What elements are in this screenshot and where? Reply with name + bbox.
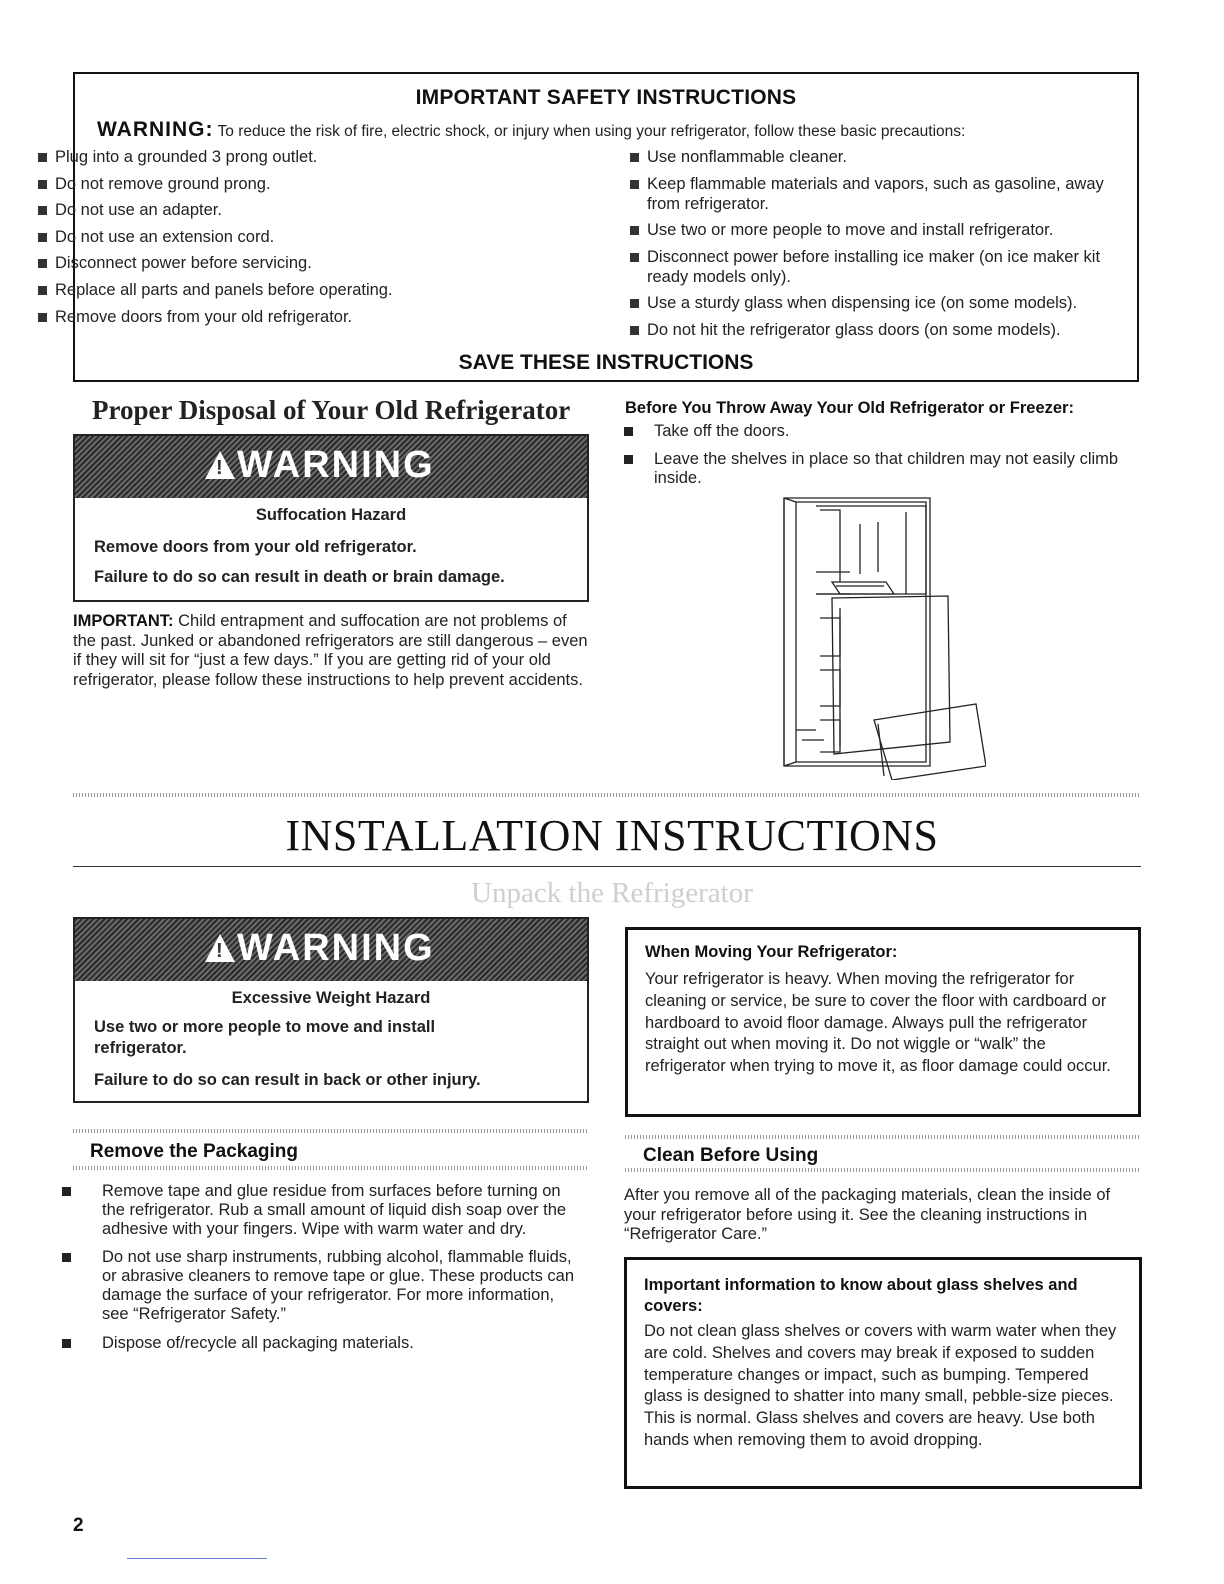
section-divider xyxy=(73,1129,589,1133)
hazard-instruction: Use two or more people to move and install refrigerator. xyxy=(94,1018,436,1057)
page-number: 2 xyxy=(73,1515,84,1536)
list-item: Take off the doors. xyxy=(624,422,1124,441)
list-item: Remove doors from your old refrigerator. xyxy=(37,307,537,327)
warning-text: To reduce the risk of fire, electric shock, or injury when using your refrigerator, follow these basic precautions: xyxy=(217,123,966,140)
hazard-title: Excessive Weight Hazard xyxy=(231,989,431,1007)
throw-away-list xyxy=(624,422,1124,497)
list-item: Do not remove ground prong. xyxy=(37,174,537,194)
clean-before-using-body: After you remove all of the packaging materials, clean the inside of your refrigerator before using it. See the cleaning instructions in “Refrigerator Care.” xyxy=(624,1186,1111,1243)
moving-heading: When Moving Your Refrigerator: xyxy=(645,943,898,961)
section-divider xyxy=(73,1166,589,1170)
safety-list-left xyxy=(37,147,537,333)
safety-list-right xyxy=(629,147,1119,347)
title-rule xyxy=(73,866,1141,867)
warning-banner-label: !WARNING xyxy=(205,444,435,487)
glass-shelves-box xyxy=(624,1257,1142,1489)
remove-packaging-heading: Remove the Packaging xyxy=(90,1141,299,1162)
list-item: Keep flammable materials and vapors, such as gasoline, away from refrigerator. xyxy=(629,174,1119,214)
list-item: Use a sturdy glass when dispensing ice (on some models). xyxy=(629,293,1119,313)
list-item: Do not use an extension cord. xyxy=(37,227,537,247)
list-item: Replace all parts and panels before operating. xyxy=(37,280,537,300)
footer-rule xyxy=(127,1558,267,1559)
warning-banner xyxy=(75,436,587,498)
packaging-list xyxy=(62,1182,582,1362)
installation-title: INSTALLATION INSTRUCTIONS xyxy=(285,811,939,860)
glass-body: Do not clean glass shelves or covers with warm water when they are cold. Shelves and covers may break if exposed to sudden temperature changes or impact, such as bumping. Tempered glass is designed to shatter into many small, pebble-size pieces. This is normal. Glass shelves and covers are heavy. Use both hands when removing them to avoid dropping. xyxy=(644,1322,1117,1449)
clean-before-using-heading: Clean Before Using xyxy=(643,1145,819,1166)
list-item: Use nonflammable cleaner. xyxy=(629,147,1119,167)
warning-banner xyxy=(75,919,587,981)
warning-banner-label: !WARNING xyxy=(205,927,435,970)
throw-away-heading: Before You Throw Away Your Old Refrigerator or Freezer: xyxy=(625,399,1074,417)
hazard-consequence: Failure to do so can result in back or other injury. xyxy=(94,1071,481,1089)
warning-triangle-icon xyxy=(205,934,235,962)
warning-label: WARNING: xyxy=(97,118,214,141)
list-item: Do not use an adapter. xyxy=(37,200,537,220)
save-instructions-title: SAVE THESE INSTRUCTIONS xyxy=(458,351,754,374)
warning-triangle-icon xyxy=(205,451,235,479)
list-item: Do not use sharp instruments, rubbing alcohol, flammable fluids, or abrasive cleaners to remove tape or glue. These products can damage the surface of your refrigerator. For more information, see “Refrigerator Safety.” xyxy=(62,1248,582,1323)
glass-heading: Important information to know about glass shelves and covers: xyxy=(644,1276,1078,1315)
hazard-instruction: Remove doors from your old refrigerator. xyxy=(94,538,417,556)
list-item: Do not hit the refrigerator glass doors (on some models). xyxy=(629,320,1119,340)
moving-body: Your refrigerator is heavy. When moving the refrigerator for cleaning or service, be sure to cover the floor with cardboard or hardboard to avoid floor damage. Always pull the refrigerator straight out when moving it. Do not wiggle or “walk” the refrigerator when trying to move it, as floor damage could occur. xyxy=(645,970,1111,1076)
important-label: IMPORTANT: xyxy=(73,612,174,630)
hazard-consequence: Failure to do so can result in death or brain damage. xyxy=(94,568,505,586)
weight-warning-box xyxy=(73,917,589,1103)
list-item: Plug into a grounded 3 prong outlet. xyxy=(37,147,537,167)
list-item: Use two or more people to move and install refrigerator. xyxy=(629,220,1119,240)
important-text: Child entrapment and suffocation are not problems of the past. Junked or abandoned refrigerators are still dangerous – even if they will sit for “just a few days.” If you are getting rid of your old refrigerator, please follow these instructions to help prevent accidents. xyxy=(73,612,588,689)
list-item: Disconnect power before servicing. xyxy=(37,253,537,273)
suffocation-warning-box xyxy=(73,434,589,602)
list-item: Disconnect power before installing ice maker (on ice maker kit ready models only). xyxy=(629,247,1119,287)
list-item: Leave the shelves in place so that children may not easily climb inside. xyxy=(624,450,1124,488)
section-divider xyxy=(625,1168,1141,1172)
section-divider xyxy=(625,1135,1141,1139)
important-paragraph xyxy=(73,612,588,690)
safety-warning-line xyxy=(97,118,965,142)
list-item: Dispose of/recycle all packaging materials. xyxy=(62,1334,582,1353)
moving-refrigerator-box xyxy=(625,927,1141,1117)
safety-title: IMPORTANT SAFETY INSTRUCTIONS xyxy=(415,86,797,109)
disposal-heading: Proper Disposal of Your Old Refrigerator xyxy=(92,395,571,425)
refrigerator-doors-off-illustration xyxy=(780,494,986,780)
unpack-title: Unpack the Refrigerator xyxy=(471,877,753,909)
section-divider xyxy=(73,793,1141,797)
hazard-title: Suffocation Hazard xyxy=(255,506,407,524)
list-item: Remove tape and glue residue from surfaces before turning on the refrigerator. Rub a small amount of liquid dish soap over the adhesive with your fingers. Wipe with warm water and dry. xyxy=(62,1182,582,1238)
